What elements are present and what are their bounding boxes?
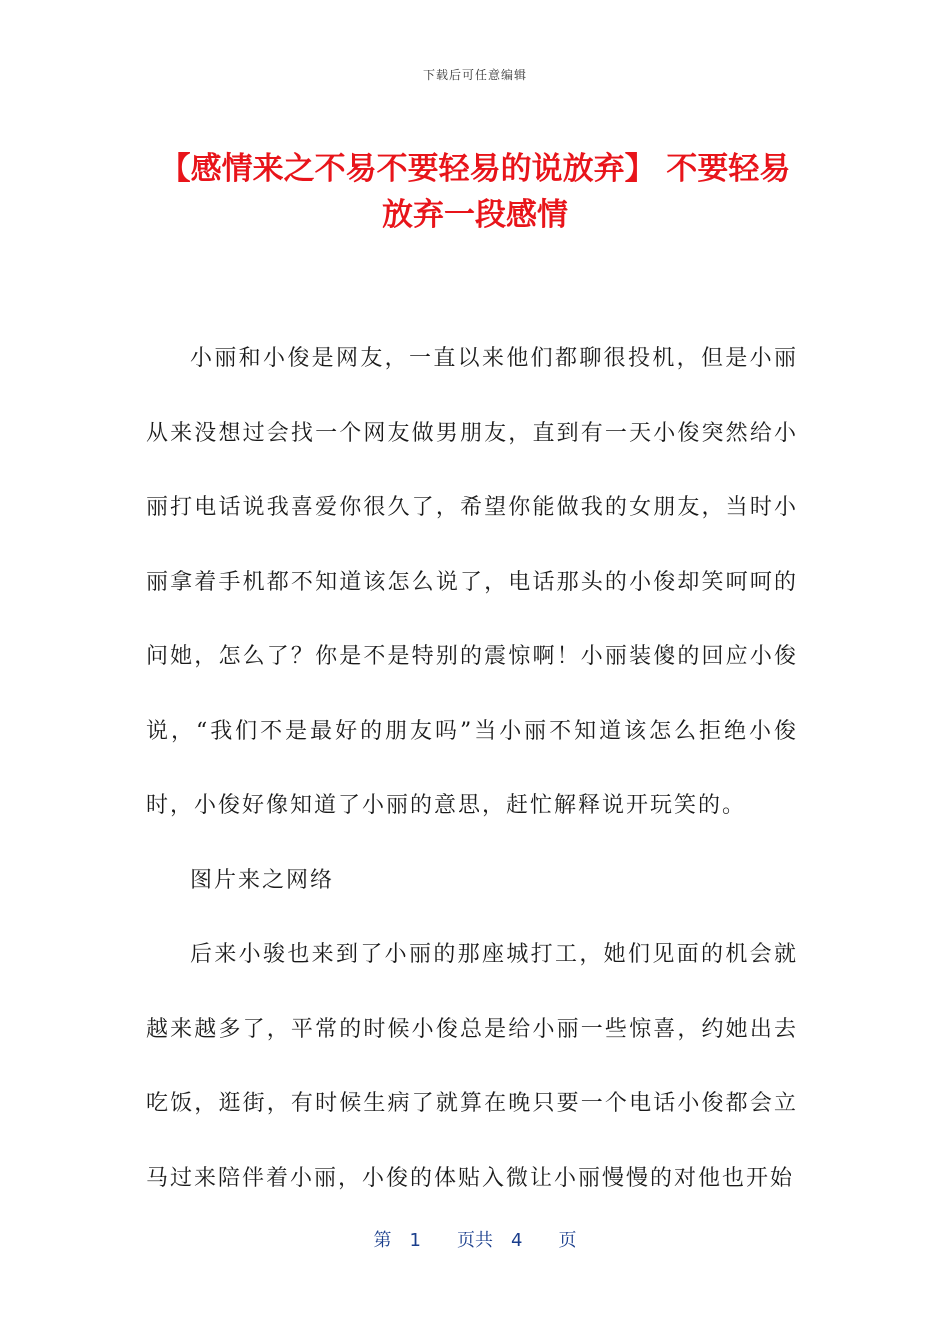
document-title: 【感情来之不易不要轻易的说放弃】 不要轻易放弃一段感情	[159, 151, 791, 233]
header-note: 下载后可任意编辑	[422, 68, 527, 82]
page-number-footer: 第 1 页共 4 页	[373, 1230, 577, 1251]
paragraph-2: 图片来之网络	[190, 867, 335, 893]
document-body	[146, 322, 798, 1216]
paragraph-3: 后来小骏也来到了小丽的那座城打工，她们见面的机会就越来越多了，平常的时候小俊总是给小丽一些惊喜，约她出去吃饭，逛街，有时候生病了就算在晚只要一个电话小俊都会立马过来陪伴着小丽，小俊的体贴入微让小丽慢慢的对他也开始	[146, 942, 798, 1191]
paragraph-1: 小丽和小俊是网友，一直以来他们都聊很投机，但是小丽从来没想过会找一个网友做男朋友，直到有一天小俊突然给小丽打电话说我喜爱你很久了，希望你能做我的女朋友，当时小丽拿着手机都不知道该怎么说了，电话那头的小俊却笑呵呵的问她，怎么了？你是不是特别的震惊啊！小丽装傻的回应小俊说，“我们不是最好的朋友吗”当小丽不知道该怎么拒绝小俊时，小俊好像知道了小丽的意思，赶忙解释说开玩笑的。	[146, 346, 798, 818]
